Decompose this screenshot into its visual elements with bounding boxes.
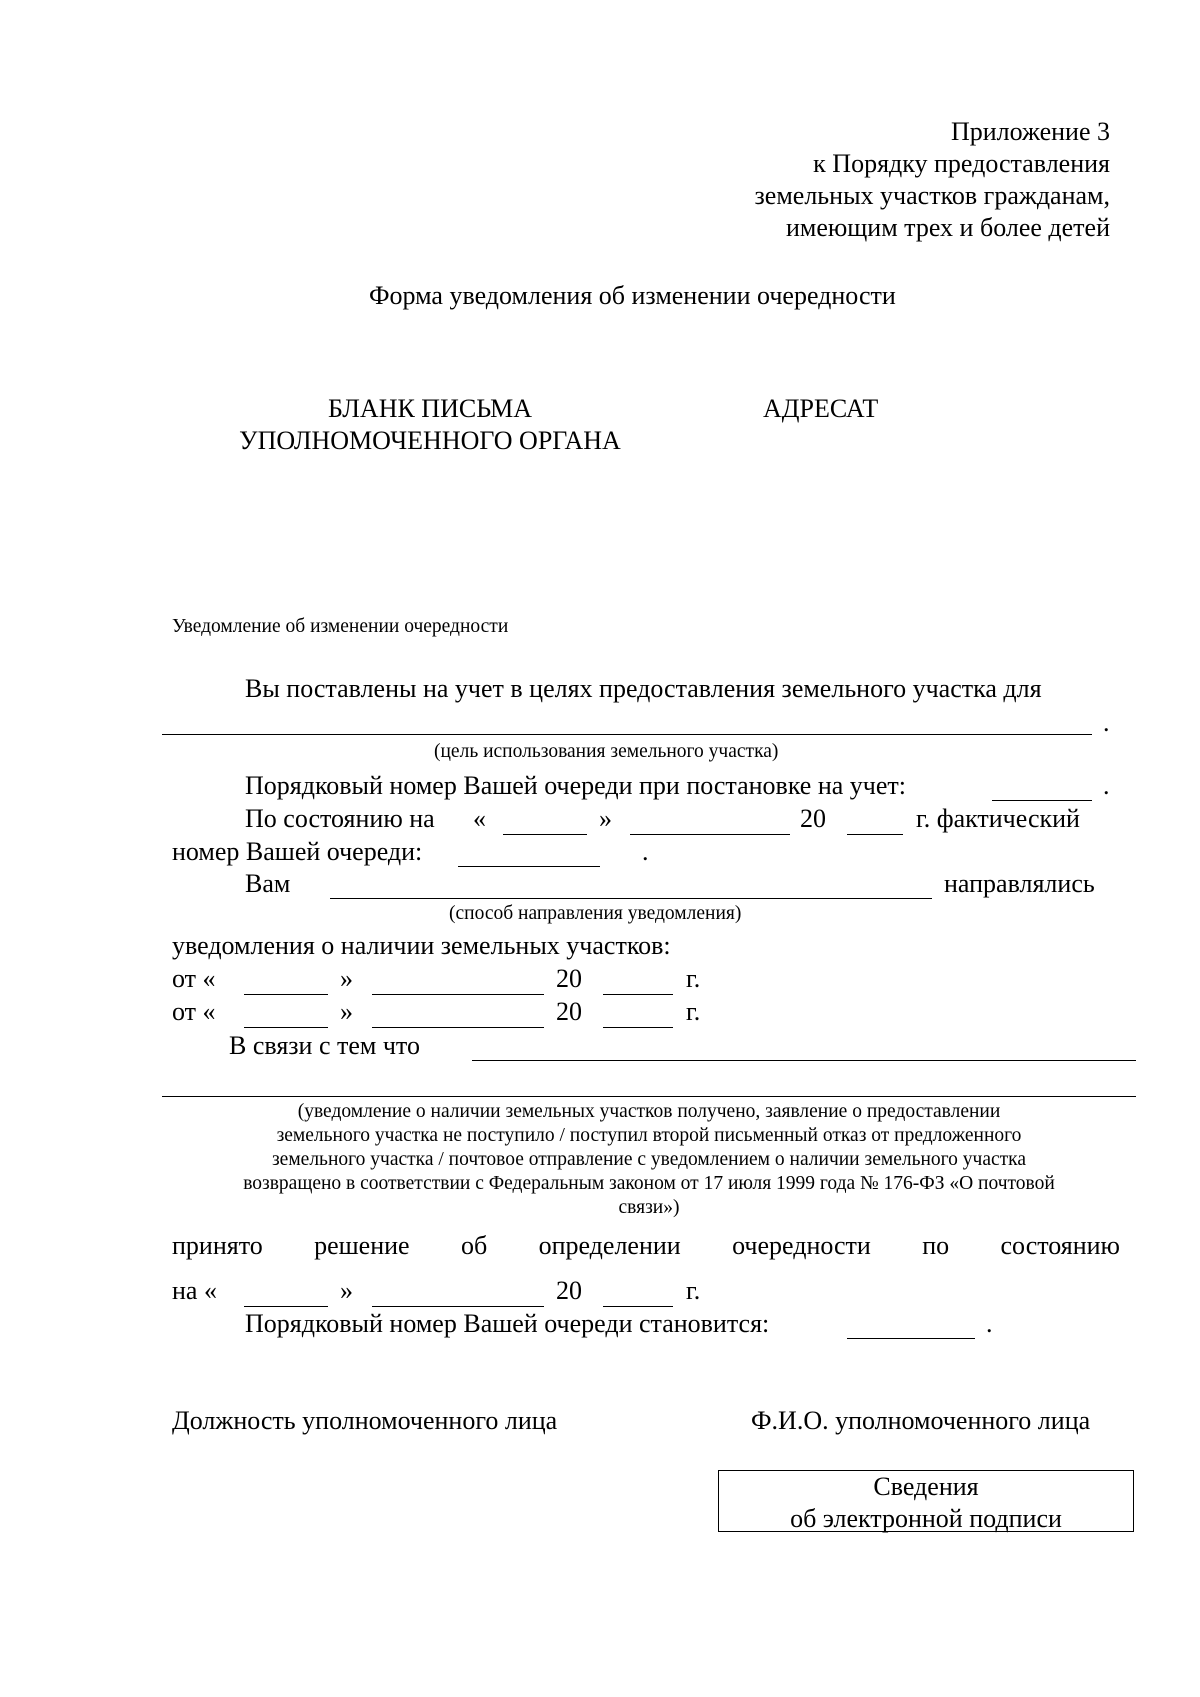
- reason-hint-line: (уведомление о наличии земельных участков получено, заявление о предоставлении: [297, 1101, 1001, 1122]
- date3-day-blank[interactable]: [244, 1306, 328, 1307]
- close-quote: »: [599, 804, 612, 833]
- decision-word: состоянию: [1000, 1231, 1120, 1260]
- close-quote: »: [340, 964, 353, 993]
- from-label: от «: [172, 964, 216, 993]
- open-quote: «: [473, 804, 486, 833]
- purpose-period: .: [1103, 708, 1110, 737]
- close-quote: »: [340, 1276, 353, 1305]
- method-blank-line[interactable]: [330, 898, 932, 899]
- paragraph-notifications: уведомления о наличии земельных участков:: [172, 931, 671, 960]
- letter-blank-line: БЛАНК ПИСЬМА: [328, 394, 532, 423]
- paragraph-actual-number: номер Вашей очереди:: [172, 837, 423, 866]
- purpose-hint: (цель использования земельного участка): [434, 741, 779, 762]
- initial-number-period: .: [1103, 771, 1110, 800]
- appendix-line: имеющим трех и более детей: [785, 213, 1110, 242]
- decision-word: решение: [314, 1231, 410, 1260]
- year-suffix: г.: [686, 964, 701, 993]
- addressee: АДРЕСАТ: [763, 394, 879, 423]
- e-signature-box: [718, 1470, 1134, 1532]
- decision-word: принято: [172, 1231, 263, 1260]
- letter-blank-line: УПОЛНОМОЧЕННОГО ОРГАНА: [239, 426, 621, 455]
- from-label: от «: [172, 997, 216, 1026]
- decision-word: определении: [538, 1231, 681, 1260]
- paragraph-purpose: Вы поставлены на учет в целях предоставления земельного участка для: [245, 674, 1042, 703]
- actual-number-blank[interactable]: [458, 866, 600, 867]
- close-quote: »: [340, 997, 353, 1026]
- new-number-period: .: [986, 1309, 993, 1338]
- paragraph-new-number: Порядковый номер Вашей очереди становится:: [245, 1309, 770, 1338]
- date2-month-blank[interactable]: [372, 1027, 544, 1028]
- as-of-year-blank[interactable]: [847, 834, 903, 835]
- year-prefix: 20: [556, 1276, 582, 1305]
- date2-year-blank[interactable]: [603, 1027, 673, 1028]
- signer-name: Ф.И.О. уполномоченного лица: [751, 1406, 1091, 1435]
- on-label: на «: [172, 1276, 217, 1305]
- year-suffix: г.: [686, 997, 701, 1026]
- paragraph-reason: В связи с тем что: [229, 1031, 420, 1060]
- date1-year-blank[interactable]: [603, 994, 673, 995]
- e-signature-line: об электронной подписи: [790, 1504, 1062, 1533]
- decision-word: по: [922, 1231, 950, 1260]
- reason-hint-line: земельного участка / почтовое отправление с уведомлением о наличии земельного участка: [271, 1149, 1027, 1170]
- as-of-day-blank[interactable]: [503, 834, 587, 835]
- actual-number-period: .: [642, 837, 649, 866]
- paragraph-method-start: Вам: [245, 869, 291, 898]
- reason-hint-line: связи»): [618, 1197, 680, 1218]
- appendix-line: к Порядку предоставления: [813, 149, 1110, 178]
- reason-hint-line: земельного участка не поступило / поступил второй письменный отказ от предложенного: [276, 1125, 1022, 1146]
- date3-month-blank[interactable]: [372, 1306, 544, 1307]
- appendix-line: земельных участков гражданам,: [754, 181, 1110, 210]
- reason-hint-line: возвращено в соответствии с Федеральным законом от 17 июля 1999 года № 176-ФЗ «О почтовой: [243, 1173, 1055, 1194]
- method-hint: (способ направления уведомления): [449, 903, 742, 924]
- reason-hint: [162, 1100, 1136, 1220]
- date2-day-blank[interactable]: [244, 1027, 328, 1028]
- form-title: Форма уведомления об изменении очередности: [369, 281, 896, 310]
- date1-month-blank[interactable]: [372, 994, 544, 995]
- letter-blank: [220, 393, 640, 457]
- purpose-blank-line[interactable]: [162, 734, 1092, 735]
- as-of-month-blank[interactable]: [630, 834, 790, 835]
- decision-word: очередности: [732, 1231, 871, 1260]
- notice-subject: Уведомление об изменении очередности: [172, 616, 509, 637]
- decision-word: об: [460, 1231, 488, 1260]
- reason-blank-line-1[interactable]: [472, 1060, 1136, 1061]
- year-prefix: 20: [556, 964, 582, 993]
- paragraph-initial-number: Порядковый номер Вашей очереди при постановке на учет:: [245, 771, 907, 800]
- appendix-header: [755, 116, 1110, 244]
- reason-blank-line-2[interactable]: [162, 1096, 1136, 1097]
- year-prefix: 20: [556, 997, 582, 1026]
- paragraph-as-of: По состоянию на: [245, 804, 435, 833]
- new-number-blank[interactable]: [847, 1338, 975, 1339]
- e-signature-line: Сведения: [873, 1472, 979, 1501]
- date3-year-blank[interactable]: [603, 1306, 673, 1307]
- signer-position: Должность уполномоченного лица: [172, 1406, 558, 1435]
- paragraph-method-end: направлялись: [944, 869, 1095, 898]
- decision-line: [172, 1230, 1120, 1262]
- date1-day-blank[interactable]: [244, 994, 328, 995]
- year-prefix: 20: [800, 804, 826, 833]
- appendix-line: Приложение 3: [950, 117, 1110, 146]
- year-suffix: г.: [686, 1276, 701, 1305]
- initial-number-blank[interactable]: [992, 800, 1092, 801]
- actual-label: г. фактический: [916, 804, 1080, 833]
